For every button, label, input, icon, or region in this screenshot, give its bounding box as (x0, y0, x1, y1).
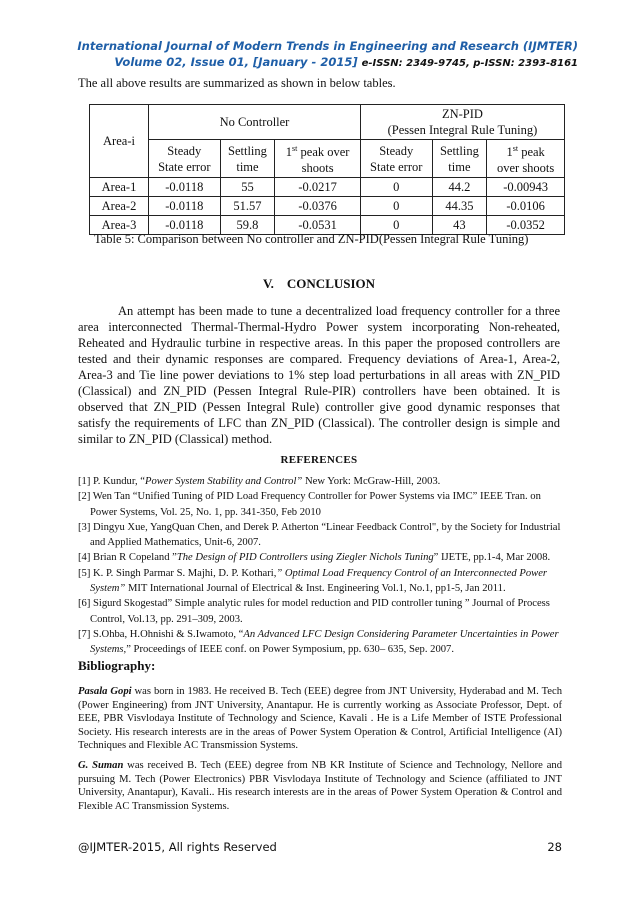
reference-item: [7] S.Ohba, H.Ohnishi & S.Iwamoto, “An Advanced LFC Design Considering Parameter Uncertainties in Power Systems,” Proceedings of IEEE conf. on Power Symposium, pp. 630– 635, Sep. 2007. (78, 628, 559, 656)
intro-text: The all above results are summarized as shown in below tables. (78, 76, 396, 90)
bibliography-heading: Bibliography: (78, 658, 156, 673)
zn-pid-header: ZN-PID (Pessen Integral Rule Tuning) (360, 105, 564, 140)
reference-item: [4] Brian R Copeland ”The Design of PID Controllers using Ziegler Nichols Tuning” IJETE, pp.1-4, Mar 2008. (78, 552, 551, 564)
reference-item: [2] Wen Tan “Unified Tuning of PID Load Frequency Controller for Power Systems via IMC” IEEE Tran. on Power Systems, Vol. 25, No. 1, pp. 341-350, Feb 2010 (78, 491, 541, 518)
col-peak-overshoot-zn: 1st peak over shoots (487, 140, 565, 178)
journal-issn: e-ISSN: 2349-9745, p-ISSN: 2393-8161 (361, 58, 578, 69)
references-heading: REFERENCES (280, 454, 358, 466)
journal-title: International Journal of Modern Trends in Engineering and Research (IJMTER) (77, 39, 578, 53)
table-row: Area-3 -0.0118 59.8 -0.0531 0 43 -0.0352 (90, 216, 565, 235)
table-row: Area-1 -0.0118 55 -0.0217 0 44.2 -0.00943 (90, 178, 565, 197)
col-settling-time-zn: Settling time (432, 140, 487, 178)
references-list (78, 474, 562, 658)
journal-header (77, 38, 578, 72)
results-table (89, 104, 565, 235)
author-bio: Pasala Gopi was born in 1983. He received B. Tech (EEE) degree from JNT University, Hyderabad and M. Tech (Power Engineering) from JNT University, Anantapur. He is currently working as Associate Professor, Dept. of EEE, PBR Visvlodaya Institute of Technology and Science, Kavali . He is a Life Member of ISTE Professional Society. His research interests are in the areas of Power System Operation & Control, Artificial Intelligence (AI) Techniques and Flexible AC Transmission Systems. (78, 686, 563, 751)
col-settling-time: Settling time (220, 140, 275, 178)
reference-item: [5] K. P. Singh Parmar S. Majhi, D. P. Kothari,” Optimal Load Frequency Control of an Interconnected Power System” MIT International Journal of Electrical & Inst. Engineering Vol.1, No.1, pp1-5, Jan 2011. (78, 567, 548, 595)
author-bio: G. Suman was received B. Tech (EEE) degree from NB KR Institute of Science and Technology, Nellore and pursuing M. Tech (Power Electronics) PBR Visvlodaya Institute of Technology and Science (affiliated to JNT University, Anantapur), Kavali.. His research interests are in the areas of Power System Operation & Control and Flexible AC Transmission Systems. (78, 760, 562, 812)
section-title: V. CONCLUSION (262, 276, 376, 291)
sub-header-row (90, 140, 565, 178)
area-header: Area-i (90, 105, 149, 178)
col-peak-overshoot: 1st peak over shoots (275, 140, 361, 178)
table-row: Area-2 -0.0118 51.57 -0.0376 0 44.35 -0.0106 (90, 197, 565, 216)
no-controller-header: No Controller (149, 105, 361, 140)
reference-item: [3] Dingyu Xue, YangQuan Chen, and Derek P. Atherton “Linear Feedback Control", by the Society for Industrial and Applied Mathematics, Unit-6, 2007. (78, 521, 561, 549)
col-steady-state-error-zn: Steady State error (360, 140, 432, 178)
table-caption: Table 5: Comparison between No controller and ZN-PID(Pessen Integral Rule Tuning) (94, 232, 529, 246)
col-steady-state-error: Steady State error (149, 140, 221, 178)
reference-item: [6] Sigurd Skogestad” Simple analytic rules for model reduction and PID controller tuning ” Journal of Process Control, Vol.13, pp. 291–309, 2003. (78, 598, 550, 625)
author-name: G. Suman (78, 760, 124, 771)
author-name: Pasala Gopi (78, 686, 132, 697)
page-number: 28 (547, 840, 562, 854)
journal-volume: Volume 02, Issue 01, [January - 2015] (114, 55, 358, 69)
copyright-text: @IJMTER-2015, All rights Reserved (78, 840, 277, 854)
reference-item: [1] P. Kundur, “Power System Stability and Control” New York: McGraw-Hill, 2003. (78, 476, 441, 487)
page-footer (78, 840, 562, 854)
conclusion-paragraph: An attempt has been made to tune a decentralized load frequency controller for a three area interconnected Thermal-Thermal-Hydro Power system incorporating Non-reheated, Reheated and Hydraulic turbine in respective areas. In this paper the proposed controllers are tested and their dynamic responses are compared. Frequency deviations of Area-1, Area-2, Area-3 and Tie line power deviations to 1% step load perturbations in all areas with ZN_PID (Classical) and ZN_PID (Pessen Integral Rule-PIR) controllers have been obtained. It is observed that ZN_PID (Pessen Integral Rule) controller give good dynamic responses that satisfy the requirements of LFC than ZN_PID (Classical). The controller design is simple and similar to ZN_PID (Classical) method. (78, 304, 560, 446)
